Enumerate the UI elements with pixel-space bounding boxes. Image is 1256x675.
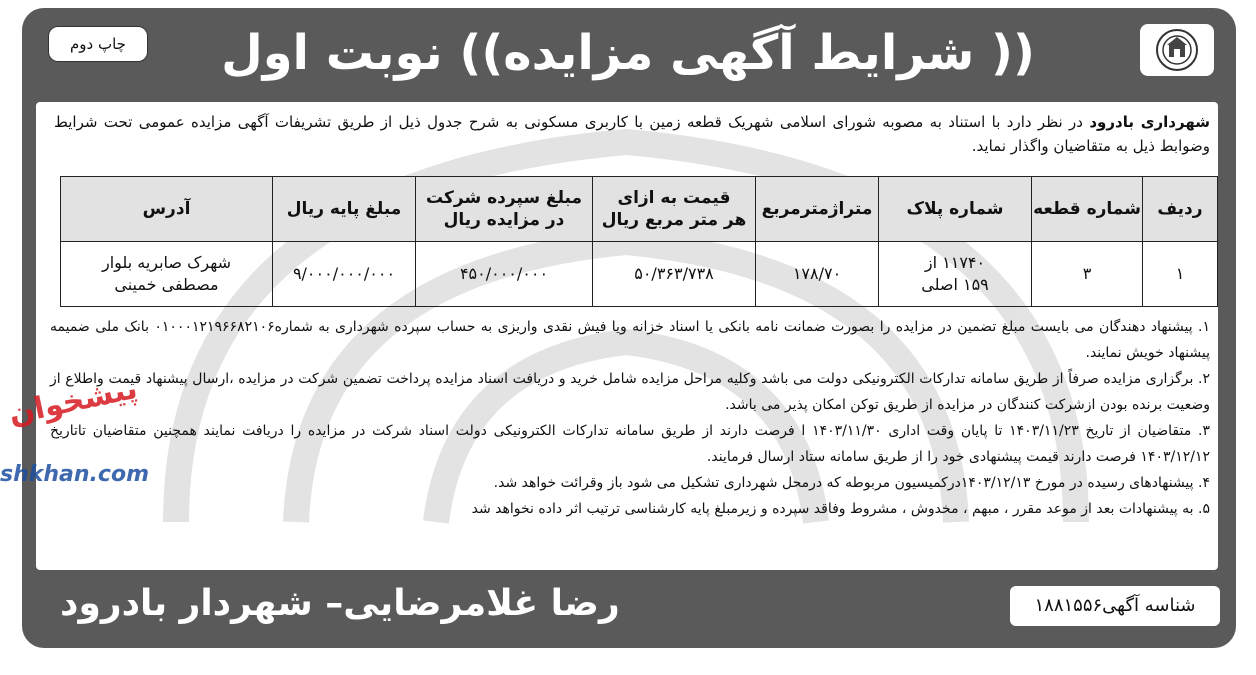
auction-table (60, 176, 1218, 307)
intro-paragraph (54, 110, 1210, 158)
print-edition-badge: چاپ دوم (48, 26, 148, 62)
cell-plaque-line2: ۱۵۹ اصلی (921, 275, 989, 294)
source-stamp-name: پیشخوان (5, 370, 141, 433)
condition-item: ۲. برگزاری مزایده صرفاً از طریق سامانه تدارکات الکترونیکی دولت می باشد وکلیه مراحل مزایده شامل خرید و دریافت اسناد مزایده پرداخت تضمین شرکت در مزایده ،ارسال پیشنهاد قیمت واطلاع از وضعیت برنده بودن ازشرکت کنندگان در مزایده از طریق توکن امکان پذیر می باشد. (50, 371, 1210, 413)
condition-item: ۵. به پیشنهادات بعد از موعد مقرر ، مبهم ، مخدوش ، مشروط وفاقد سپرده و زیرمبلغ پایه کارشناسی ترتیب اثر داده نخواهد شد (471, 501, 1210, 517)
header-row-number: ردیف (1143, 177, 1218, 242)
organization-name: شهرداری بادرود (1089, 113, 1210, 131)
header-parcel-number: شماره قطعه (1032, 177, 1143, 242)
header-address: آدرس (61, 177, 273, 242)
header-deposit-line2: در مزایده ریال (443, 210, 565, 230)
cell-address (61, 242, 273, 307)
intro-text: در نظر دارد با استناد به مصوبه شورای اسلامی شهریک قطعه زمین با کاربری مسکونی به شرح جدول ذیل از طریق تشریفات آگهی مزایده عمومی تحت شرایط وضوابط ذیل به متقاضیان واگذار نماید. (54, 113, 1210, 155)
cell-parcel-number: ۳ (1032, 242, 1143, 307)
header-price-line2: هر متر مربع ریال (601, 210, 747, 230)
cell-price-per-meter: ۵۰/۳۶۳/۷۳۸ (593, 242, 756, 307)
table-header-row (61, 177, 1218, 242)
condition-item: ۳. متقاضیان از تاریخ ۱۴۰۳/۱۱/۲۳ تا پایان وقت اداری ۱۴۰۳/۱۱/۳۰ ا فرصت دارند از طریق سامانه تدارکات الکترونیکی دولت اسناد شرکت در مزایده را دریافت نمایند همچنین متقاضیان تاتاریخ ۱۴۰۳/۱۲/۱۲ فرصت دارند قیمت پیشنهادی خود را از طریق سامانه ستاد ارسال فرمایند. (50, 423, 1210, 465)
signatory-name: رضا غلامرضایی– شهردار بادرود (60, 583, 620, 624)
cell-base-price: ۹/۰۰۰/۰۰۰/۰۰۰ (273, 242, 416, 307)
header-price-per-meter (593, 177, 756, 242)
condition-item: ۴. پیشنهادهای رسیده در مورخ ۱۴۰۳/۱۲/۱۳درکمیسیون مربوطه که درمحل شهرداری تشکیل می شود باز وقرائت خواهد شد. (493, 475, 1210, 491)
cell-address-line1: شهرک صابریه بلوار (101, 253, 232, 272)
cell-area: ۱۷۸/۷۰ (756, 242, 879, 307)
cell-plaque-number (879, 242, 1032, 307)
cell-row-number: ۱ (1143, 242, 1218, 307)
cell-plaque-line1: ۱۱۷۴۰ از (924, 253, 986, 272)
header-base-price: مبلغ پایه ریال (273, 177, 416, 242)
condition-item: ۱. پیشنهاد دهندگان می بایست مبلغ تضمین در مزایده را بصورت ضمانت نامه بانکی یا اسناد خزانه ویا فیش نقدی واریزی به حساب سپرده شهرداری به شماره۰۱۰۰۰۱۲۱۹۶۶۸۲۱۰۶ بانک ملی ضمیمه پیشنهاد خویش نمایند. (50, 319, 1210, 361)
ad-body (36, 102, 1218, 570)
cell-address-line2: مصطفی خمینی (114, 275, 219, 294)
header-area: متراژمترمربع (756, 177, 879, 242)
page-title: (( شرایط آگهی مزایده)) نوبت اول (221, 25, 1035, 81)
header-plaque-number: شماره پلاک (879, 177, 1032, 242)
cell-deposit: ۴۵۰/۰۰۰/۰۰۰ (416, 242, 593, 307)
header-deposit-line1: مبلغ سپرده شرکت (425, 188, 583, 208)
table-row (61, 242, 1218, 307)
conditions-list (50, 314, 1210, 522)
header-deposit (416, 177, 593, 242)
header-price-line1: قیمت به ازای (617, 188, 731, 208)
ad-id-badge: شناسه آگهی۱۸۸۱۵۵۶ (1010, 586, 1220, 626)
source-stamp-domain: shkhan.com (0, 462, 149, 487)
municipality-emblem-icon (1140, 24, 1214, 76)
